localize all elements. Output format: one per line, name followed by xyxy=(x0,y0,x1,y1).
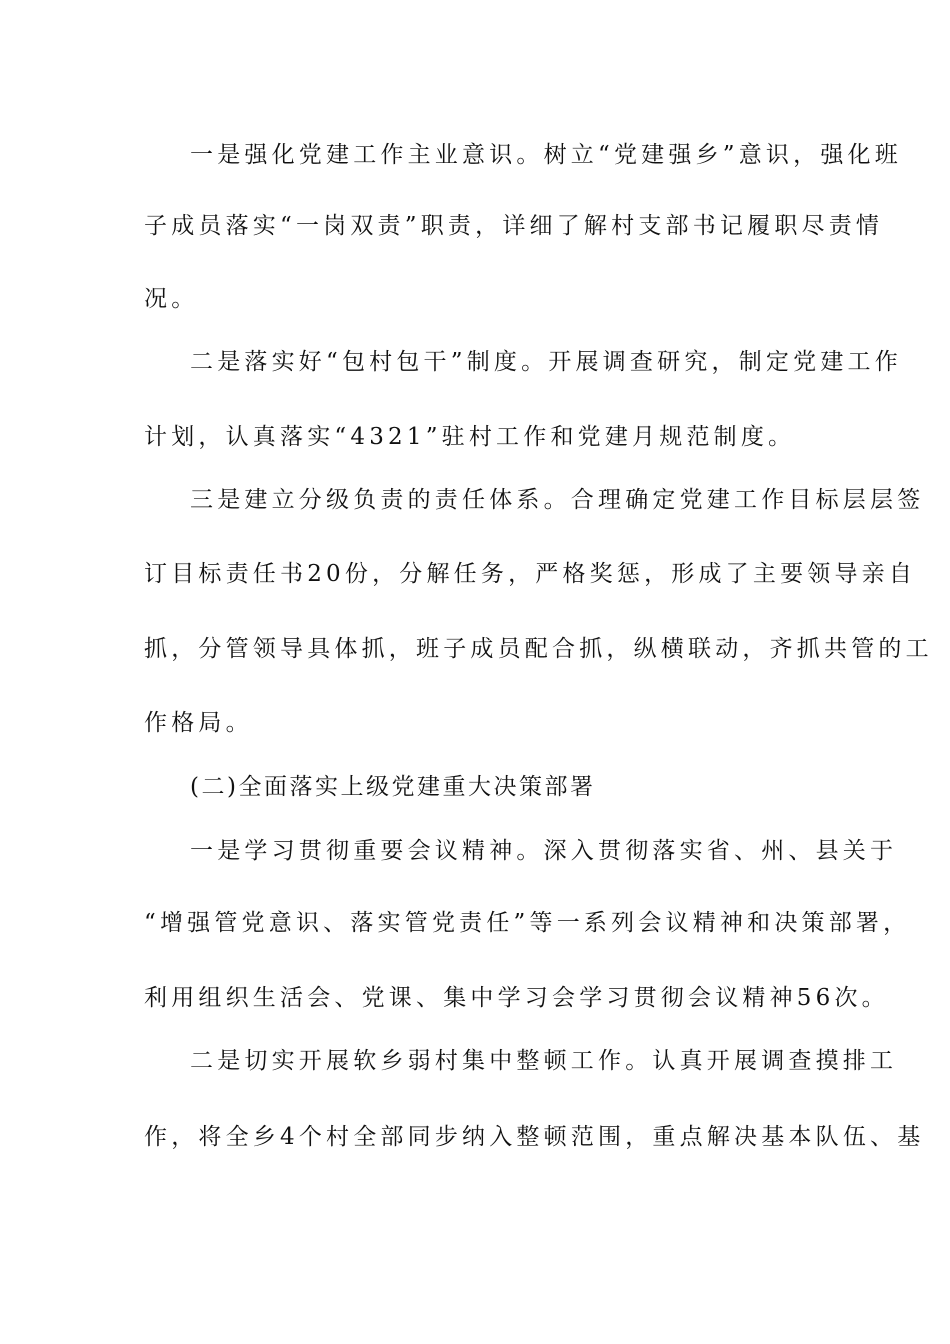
paragraph-3-line-3: 抓，分管领导具体抓，班子成员配合抓，纵横联动，齐抓共管的工 xyxy=(144,636,933,662)
paragraph-3-line-1: 三是建立分级负责的责任体系。合理确定党建工作目标层层签 xyxy=(190,487,925,513)
paragraph-3-line-4: 作格局。 xyxy=(144,710,253,736)
paragraph-1-line-3: 况。 xyxy=(144,286,199,312)
paragraph-4-line-1: 一是学习贯彻重要会议精神。深入贯彻落实省、州、县关于 xyxy=(190,838,898,864)
paragraph-5-line-1: 二是切实开展软乡弱村集中整顿工作。认真开展调查摸排工 xyxy=(190,1048,898,1074)
paragraph-2-line-2: 计划，认真落实“4321”驻村工作和党建月规范制度。 xyxy=(144,424,796,450)
paragraph-1-line-1: 一是强化党建工作主业意识。树立“党建强乡”意识，强化班 xyxy=(190,142,902,168)
paragraph-4-line-3: 利用组织生活会、党课、集中学习会学习贯彻会议精神56次。 xyxy=(144,985,889,1011)
section-heading: (二)全面落实上级党建重大决策部署 xyxy=(190,774,596,800)
paragraph-5-line-2: 作，将全乡4个村全部同步纳入整顿范围，重点解决基本队伍、基 xyxy=(144,1124,925,1150)
paragraph-1-line-2: 子成员落实“一岗双责”职责，详细了解村支部书记履职尽责情 xyxy=(144,213,884,239)
paragraph-2-line-1: 二是落实好“包村包干”制度。开展调查研究，制定党建工作 xyxy=(190,349,902,375)
paragraph-4-line-2: “增强管党意识、落实管党责任”等一系列会议精神和决策部署， xyxy=(144,910,911,936)
paragraph-3-line-2: 订目标责任书20份，分解任务，严格奖惩，形成了主要领导亲自 xyxy=(144,561,917,587)
